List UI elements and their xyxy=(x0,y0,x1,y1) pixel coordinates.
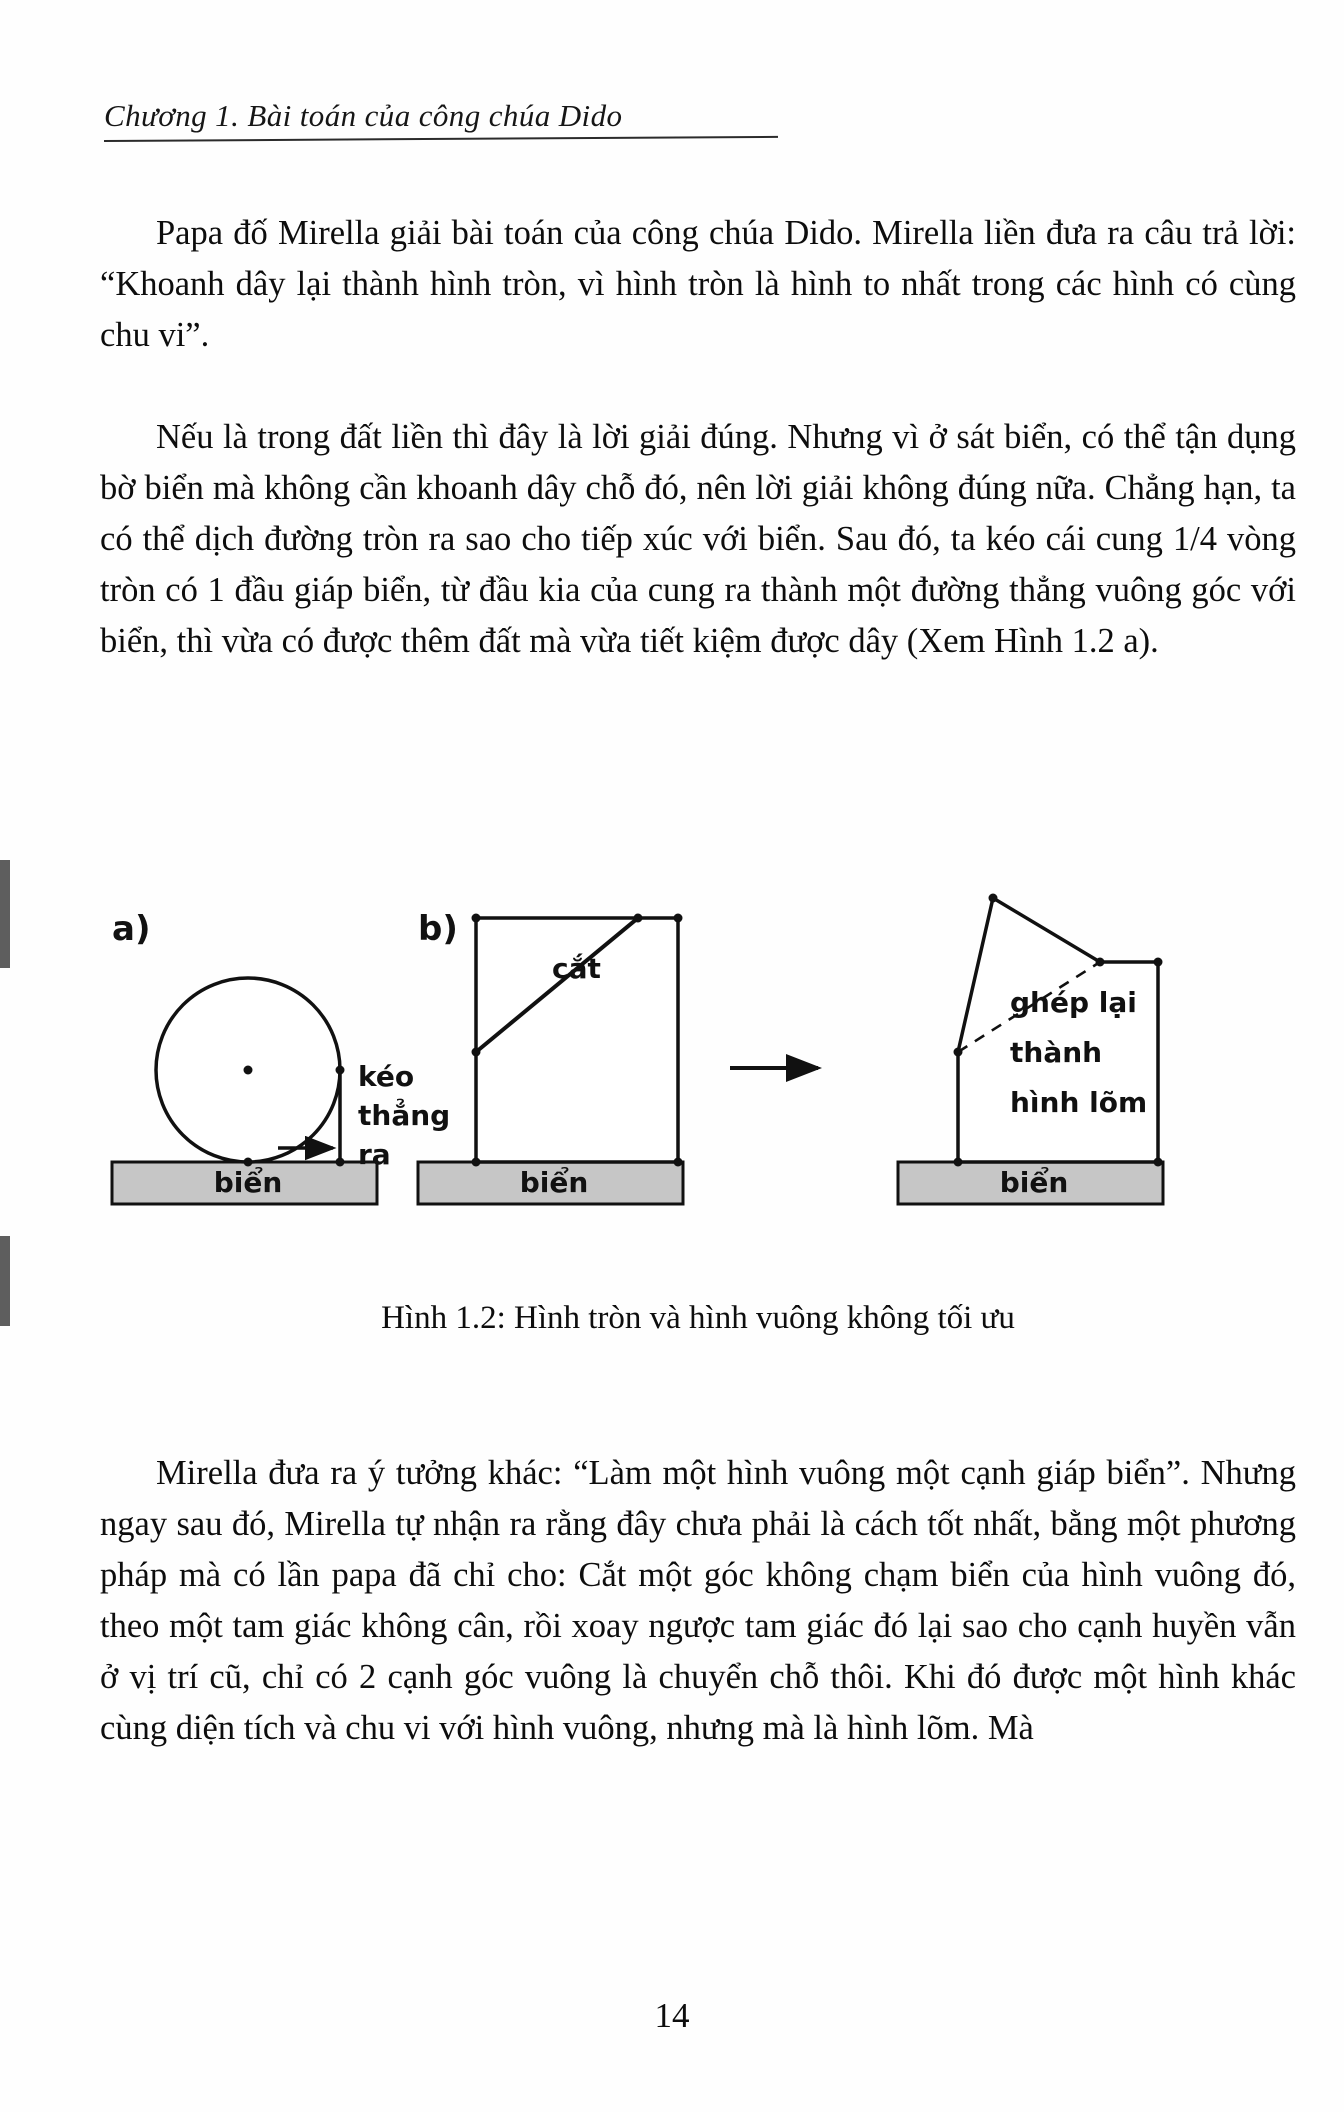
panel-c-annotation-line-3: hình lõm xyxy=(1010,1086,1148,1119)
panel-c-concave-shape xyxy=(958,898,1158,1162)
panel-a-annotation-line-2: thẳng xyxy=(358,1099,451,1132)
panel-c-vertex-dot xyxy=(989,894,998,903)
panel-a-arc-endpoint-dot xyxy=(336,1066,345,1075)
panel-a-annotation-line-3: ra xyxy=(358,1138,391,1171)
panel-c-annotation-line-2: thành xyxy=(1010,1036,1103,1069)
header-divider-rule xyxy=(104,136,778,142)
panel-b-vertex-dot xyxy=(674,1158,683,1167)
panel-c-vertex-dot xyxy=(954,1158,963,1167)
body-paragraph-block-3 xyxy=(100,1448,1296,1754)
panel-b-label: b) xyxy=(418,909,458,949)
panel-a-sea-label: biển xyxy=(213,1166,283,1199)
figure-caption: Hình 1.2: Hình tròn và hình vuông không tối ưu xyxy=(381,1300,1015,1336)
body-paragraph-block-1 xyxy=(100,208,1296,361)
panel-b-vertex-dot xyxy=(674,914,683,923)
running-header xyxy=(104,98,804,134)
chapter-running-title: Chương 1. Bài toán của công chúa Dido xyxy=(104,98,623,133)
paragraph-1: Papa đố Mirella giải bài toán của công chúa Dido. Mirella liền đưa ra câu trả lời: “Khoanh dây lại thành hình tròn, vì hình tròn là hình to nhất trong các hình có cùng chu vi”. xyxy=(100,214,1296,354)
panel-c-annotation-line-1: ghép lại xyxy=(1010,986,1137,1019)
scan-edge-mark-lower xyxy=(0,1236,10,1326)
panel-b-vertex-dot xyxy=(472,914,481,923)
paragraph-2: Nếu là trong đất liền thì đây là lời giải đúng. Nhưng vì ở sát biển, có thể tận dụng bờ biển mà không cần khoanh dây chỗ đó, nên lời giải không đúng nữa. Chẳng hạn, ta có thể dịch đường tròn ra sao cho tiếp xúc với biển. Sau đó, ta kéo cái cung 1/4 vòng tròn có 1 đầu giáp biển, từ đầu kia của cung ra thành một đường thẳng vuông góc với biển, thì vừa có được thêm đất mà vừa tiết kiệm được dây (Xem Hình 1.2 a). xyxy=(100,418,1296,660)
panel-c-vertex-dot xyxy=(954,1048,963,1057)
scan-edge-mark-upper xyxy=(0,860,10,968)
panel-c-sea-label: biển xyxy=(999,1166,1069,1199)
panel-b-cut-end-dot xyxy=(634,914,643,923)
paragraph-3: Mirella đưa ra ý tưởng khác: “Làm một hình vuông một cạnh giáp biển”. Nhưng ngay sau đó, Mirella tự nhận ra rằng đây chưa phải là cách tốt nhất, bằng một phương pháp mà có lần papa đã chỉ cho: Cắt một góc không chạm biển của hình vuông đó, theo một tam giác không cân, rồi xoay ngược tam giác đó lại sao cho cạnh huyền vẫn ở vị trí cũ, chỉ có 2 cạnh góc vuông là chuyển chỗ thôi. Khi đó được một hình khác cùng diện tích và chu vi với hình vuông, nhưng mà là hình lõm. Mà xyxy=(100,1454,1296,1747)
panel-c-vertex-dot xyxy=(1154,958,1163,967)
panel-a-annotation-line-1: kéo xyxy=(358,1060,415,1093)
panel-b-sea-label: biển xyxy=(519,1166,589,1199)
panel-c-vertex-dot xyxy=(1154,1158,1163,1167)
panel-a-label: a) xyxy=(112,909,151,949)
panel-a-segment-base-dot xyxy=(336,1158,345,1167)
figure-1-2 xyxy=(90,890,1270,1230)
figure-panel-b xyxy=(418,914,683,1205)
body-paragraph-block-2 xyxy=(100,412,1296,667)
panel-c-vertex-dot xyxy=(1096,958,1105,967)
panel-b-vertex-dot xyxy=(472,1158,481,1167)
page-number: 14 xyxy=(654,1996,690,2035)
panel-b-cut-start-dot xyxy=(472,1048,481,1057)
panel-a-center-dot xyxy=(244,1066,253,1075)
panel-b-cut-label: cắt xyxy=(552,952,601,985)
